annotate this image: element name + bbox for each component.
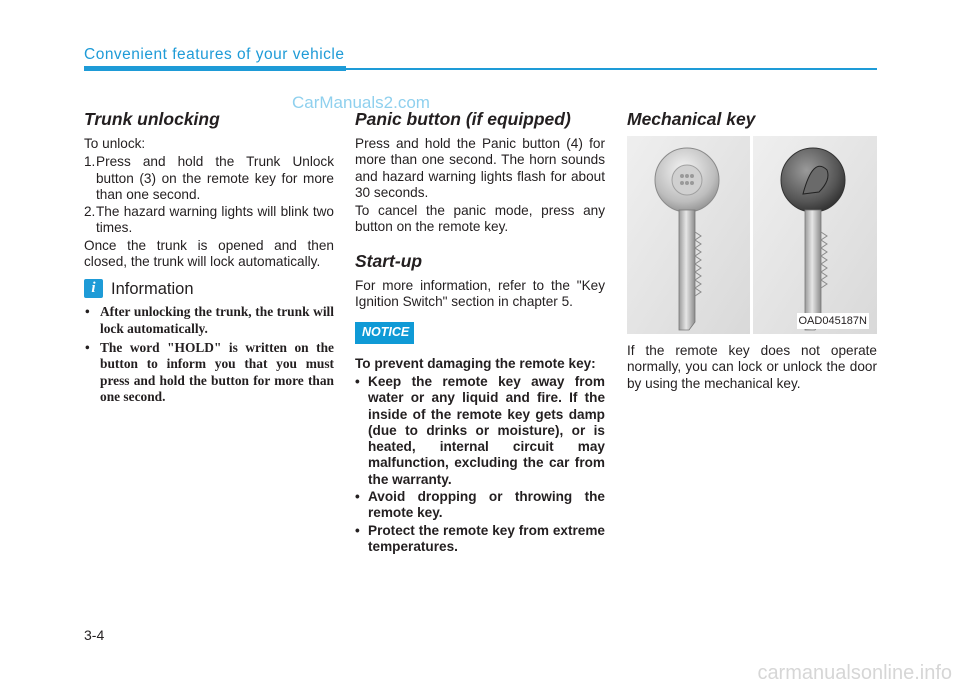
bullet-dot: •	[85, 339, 90, 355]
trunk-step	[84, 154, 334, 203]
section-header-bar	[84, 66, 346, 71]
mechanical-key-illustration	[627, 136, 877, 334]
bullet-text: The word "HOLD" is written on the button to inform you that you must press and hold the button for more than one second.	[100, 339, 334, 404]
section-header-rule	[346, 68, 877, 70]
bullet-dot: •	[355, 489, 360, 505]
bullet-text: After unlocking the trunk, the trunk will lock automatically.	[100, 304, 334, 336]
trunk-closing: Once the trunk is opened and then closed, the trunk will lock automatically.	[84, 237, 334, 270]
watermark: CarManuals2.com	[292, 93, 430, 112]
notice-bullet	[355, 374, 605, 488]
startup-heading: Start-up	[355, 250, 423, 271]
trunk-heading: Trunk unlocking	[84, 109, 220, 129]
information-bullet	[84, 340, 334, 405]
bullet-text: Protect the remote key from extreme temperatures.	[368, 522, 605, 554]
notice-lead: To prevent damaging the remote key:	[355, 355, 596, 371]
notice-bullet	[355, 523, 605, 556]
mechanical-key-figure	[627, 136, 877, 334]
step-number: 2.	[84, 204, 96, 220]
mechanical-key-heading: Mechanical key	[627, 109, 756, 129]
information-title: Information	[111, 279, 194, 298]
column-right	[627, 108, 877, 394]
section-header-title: Convenient features of your vehicle	[84, 46, 345, 63]
notice-badge: NOTICE	[355, 322, 414, 343]
step-number: 1.	[84, 154, 96, 170]
notice-bullet	[355, 489, 605, 522]
bullet-dot: •	[355, 522, 360, 538]
bullet-dot: •	[355, 373, 360, 389]
footer-watermark: carmanualsonline.info	[757, 662, 952, 684]
info-icon: i	[84, 279, 103, 298]
mechanical-key-paragraph: If the remote key does not operate normally, you can lock or unlock the door by using the mechanical key.	[627, 343, 877, 391]
column-middle	[355, 108, 605, 556]
panic-cancel-paragraph: To cancel the panic mode, press any button on the remote key.	[355, 203, 605, 235]
bullet-text: Keep the remote key away from water or any liquid and fire. If the inside of the remote key gets damp (due to drinks or moisture), or is heated, internal circuit may malfunction, excluding the car from the warranty.	[368, 373, 605, 487]
information-header	[84, 279, 334, 298]
panic-heading: Panic button (if equipped)	[355, 109, 571, 129]
column-left	[84, 108, 334, 408]
step-text: The hazard warning lights will blink two times.	[96, 204, 334, 236]
startup-paragraph: For more information, refer to the "Key Ignition Switch" section in chapter 5.	[355, 277, 605, 310]
trunk-intro: To unlock:	[84, 136, 146, 151]
information-bullet	[84, 304, 334, 337]
panic-paragraph: Press and hold the Panic button (4) for more than one second. The horn sounds and hazard warning lights flash for about 30 seconds.	[355, 136, 605, 200]
figure-code: OAD045187N	[797, 313, 870, 329]
step-text: Press and hold the Trunk Unlock button (3) on the remote key for more than one second.	[96, 154, 334, 202]
page-number: 3-4	[84, 627, 105, 643]
bullet-dot: •	[85, 304, 90, 320]
bullet-text: Avoid dropping or throwing the remote key.	[368, 489, 605, 521]
trunk-step	[84, 204, 334, 237]
